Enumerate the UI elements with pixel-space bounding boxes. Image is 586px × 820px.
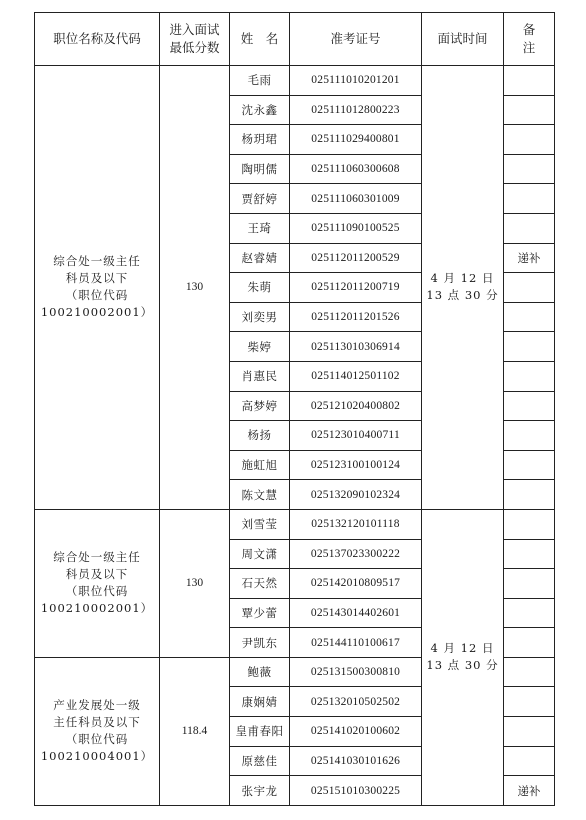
exam-id-cell: 025137023300222 [290,539,422,569]
position-cell [35,66,160,510]
note-cell [504,154,555,184]
position-line: 综合处一级主任 [53,550,141,565]
candidate-name-cell: 原慈佳 [230,746,290,776]
exam-id-cell: 025132120101118 [290,509,422,539]
position-line: 科员及以下 [65,567,129,582]
candidate-name-cell: 尹凯东 [230,628,290,658]
position-cell [35,657,160,805]
header-exam-id: 准考证号 [290,13,422,66]
candidate-name-cell: 刘雪莹 [230,509,290,539]
position-line: （职位代码 [65,584,129,599]
exam-id-cell: 025112011201526 [290,302,422,332]
note-cell [504,539,555,569]
candidate-name-cell: 施虹旭 [230,450,290,480]
candidate-name-cell: 陈文慧 [230,480,290,510]
header-min-score [160,13,230,66]
candidate-name-cell: 刘奕男 [230,302,290,332]
header-interview-time: 面试时间 [422,13,504,66]
interview-time-line: 4 月 12 日 [430,271,495,286]
exam-id-cell: 025111060301009 [290,184,422,214]
interview-time-cell [422,509,504,805]
candidate-name-cell: 肖惠民 [230,361,290,391]
candidate-name-cell: 康娴婧 [230,687,290,717]
candidate-name-cell: 石天然 [230,569,290,599]
roster-body [35,66,555,806]
candidate-name-cell: 贾舒婷 [230,184,290,214]
note-cell [504,628,555,658]
candidate-name-cell: 周文潇 [230,539,290,569]
header-position: 职位名称及代码 [35,13,160,66]
note-cell [504,302,555,332]
header-note-line1: 备 [522,22,536,37]
note-cell [504,361,555,391]
header-name: 姓 名 [230,13,290,66]
min-score-cell: 130 [160,66,230,510]
table-row [35,66,555,96]
candidate-name-cell: 陶明儒 [230,154,290,184]
exam-id-cell: 025113010306914 [290,332,422,362]
exam-id-cell: 025123100100124 [290,450,422,480]
exam-id-cell: 025112011200529 [290,243,422,273]
header-min-score-line1: 进入面试 [169,22,220,37]
position-line: （职位代码 [65,288,129,303]
note-cell [504,213,555,243]
exam-id-cell: 025111060300608 [290,154,422,184]
exam-id-cell: 025132090102324 [290,480,422,510]
position-line: 科员及以下 [65,271,129,286]
exam-id-cell: 025111090100525 [290,213,422,243]
min-score-cell: 118.4 [160,657,230,805]
candidate-name-cell: 张宇龙 [230,776,290,806]
interview-time-line: 13 点 30 分 [426,288,499,303]
exam-id-cell: 025114012501102 [290,361,422,391]
candidate-name-cell: 高梦婷 [230,391,290,421]
table-row [35,509,555,539]
header-row [35,13,555,66]
note-cell [504,273,555,303]
exam-id-cell: 025111029400801 [290,125,422,155]
exam-id-cell: 025121020400802 [290,391,422,421]
note-cell [504,332,555,362]
exam-id-cell: 025144110100617 [290,628,422,658]
position-cell [35,509,160,657]
candidate-name-cell: 鲍薇 [230,657,290,687]
candidate-name-cell: 赵睿婧 [230,243,290,273]
exam-id-cell: 025111012800223 [290,95,422,125]
position-line: 100210002001） [40,601,154,616]
note-cell [504,125,555,155]
position-line: 主任科员及以下 [53,715,141,730]
header-note [504,13,555,66]
note-cell [504,509,555,539]
note-cell [504,66,555,96]
position-line: 综合处一级主任 [53,254,141,269]
min-score-cell: 130 [160,509,230,657]
position-line: 100210004001） [40,749,154,764]
note-cell: 递补 [504,776,555,806]
exam-id-cell: 025151010300225 [290,776,422,806]
position-line: 产业发展处一级 [53,698,141,713]
note-cell [504,657,555,687]
note-cell [504,421,555,451]
note-cell [504,717,555,747]
exam-id-cell: 025132010502502 [290,687,422,717]
exam-id-cell: 025142010809517 [290,569,422,599]
note-cell [504,746,555,776]
interview-roster-table [34,12,555,806]
position-line: （职位代码 [65,732,129,747]
note-cell [504,569,555,599]
candidate-name-cell: 沈永鑫 [230,95,290,125]
candidate-name-cell: 王琦 [230,213,290,243]
exam-id-cell: 025112011200719 [290,273,422,303]
note-cell [504,687,555,717]
note-cell [504,598,555,628]
note-cell [504,184,555,214]
note-cell [504,450,555,480]
header-min-score-line2: 最低分数 [169,40,220,55]
exam-id-cell: 025111010201201 [290,66,422,96]
note-cell: 递补 [504,243,555,273]
interview-time-line: 13 点 30 分 [426,658,499,673]
exam-id-cell: 025141030101626 [290,746,422,776]
candidate-name-cell: 皇甫春阳 [230,717,290,747]
candidate-name-cell: 毛雨 [230,66,290,96]
position-line: 100210002001） [40,305,154,320]
interview-time-cell [422,66,504,510]
candidate-name-cell: 覃少蕾 [230,598,290,628]
note-cell [504,391,555,421]
exam-id-cell: 025123010400711 [290,421,422,451]
candidate-name-cell: 杨玥珺 [230,125,290,155]
candidate-name-cell: 杨扬 [230,421,290,451]
header-note-line2: 注 [522,40,536,55]
exam-id-cell: 025141020100602 [290,717,422,747]
candidate-name-cell: 朱萌 [230,273,290,303]
candidate-name-cell: 柴婷 [230,332,290,362]
exam-id-cell: 025143014402601 [290,598,422,628]
interview-time-line: 4 月 12 日 [430,641,495,656]
note-cell [504,480,555,510]
exam-id-cell: 025131500300810 [290,657,422,687]
note-cell [504,95,555,125]
